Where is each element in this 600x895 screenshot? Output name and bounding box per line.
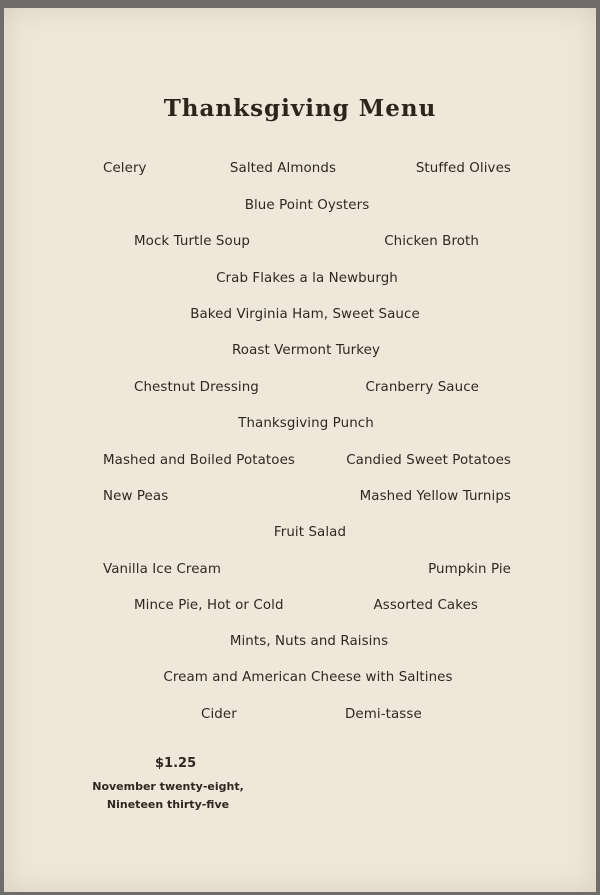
menu-item-ice-cream: Vanilla Ice Cream	[103, 562, 221, 577]
menu-item-mints-nuts: Mints, Nuts and Raisins	[229, 634, 389, 649]
menu-item-potatoes: Mashed and Boiled Potatoes	[103, 453, 295, 468]
menu-item-mock-turtle-soup: Mock Turtle Soup	[134, 234, 251, 249]
menu-item-turnips: Mashed Yellow Turnips	[359, 489, 511, 504]
menu-item-mince-pie: Mince Pie, Hot or Cold	[134, 598, 284, 613]
menu-item-pumpkin-pie: Pumpkin Pie	[428, 562, 511, 577]
menu-item-chicken-broth: Chicken Broth	[384, 234, 479, 249]
menu-item-stuffed-olives: Stuffed Olives	[415, 161, 511, 176]
menu-price: $1.25	[155, 756, 197, 771]
menu-item-new-peas: New Peas	[103, 489, 169, 504]
menu-item-roast-turkey: Roast Vermont Turkey	[231, 343, 381, 358]
menu-item-assorted-cakes: Assorted Cakes	[373, 598, 478, 613]
menu-item-celery: Celery	[103, 161, 147, 176]
menu-item-chestnut-dressing: Chestnut Dressing	[134, 380, 259, 395]
menu-item-virginia-ham: Baked Virginia Ham, Sweet Sauce	[190, 307, 420, 322]
menu-item-cheese: Cream and American Cheese with Saltines	[163, 670, 453, 685]
menu-item-punch: Thanksgiving Punch	[238, 416, 374, 431]
menu-date-line-2: Nineteen thirty-five	[106, 798, 230, 811]
menu-card	[4, 8, 596, 892]
menu-item-crab-flakes: Crab Flakes a la Newburgh	[216, 271, 398, 286]
menu-item-cranberry-sauce: Cranberry Sauce	[365, 380, 479, 395]
menu-title: Thanksgiving Menu	[163, 95, 437, 122]
menu-item-salted-almonds: Salted Almonds	[229, 161, 337, 176]
menu-item-demi-tasse: Demi-tasse	[345, 707, 422, 722]
menu-item-fruit-salad: Fruit Salad	[273, 525, 347, 540]
menu-item-oysters: Blue Point Oysters	[244, 198, 370, 213]
menu-item-sweet-potatoes: Candied Sweet Potatoes	[346, 453, 511, 468]
menu-date-line-1: November twenty-eight,	[92, 780, 244, 793]
menu-item-cider: Cider	[201, 707, 237, 722]
